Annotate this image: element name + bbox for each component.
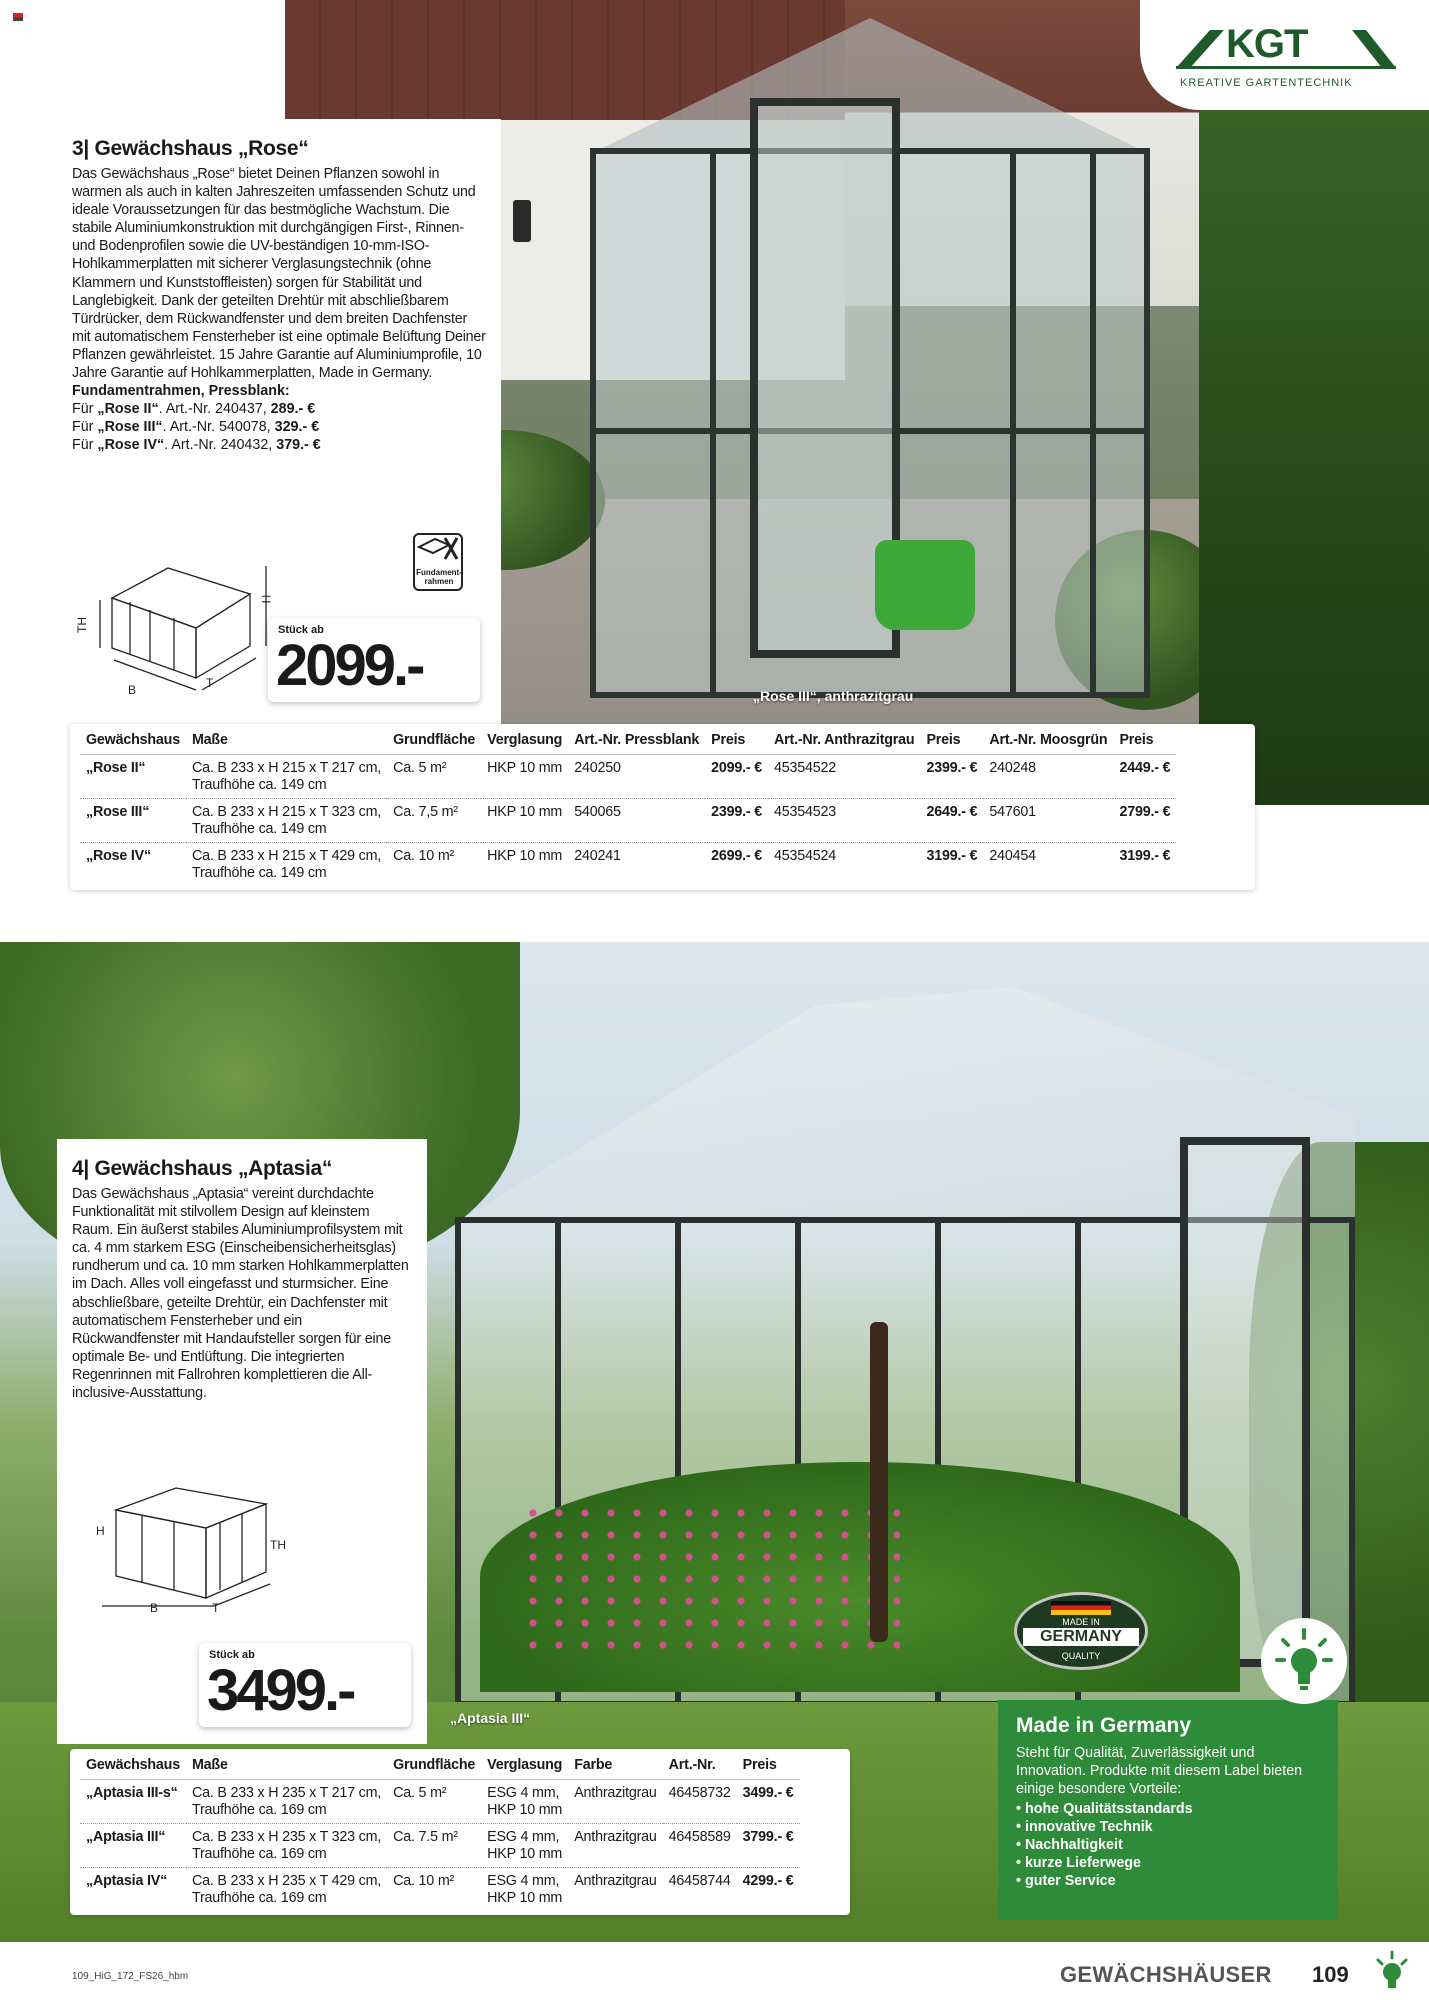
- price-prefix: Stück ab: [278, 624, 324, 636]
- diagram-label-t: T: [206, 676, 214, 690]
- photo-caption: „Rose III“, anthrazitgrau: [753, 688, 914, 704]
- diagram-label-b: B: [128, 683, 137, 697]
- brand-logo: [1140, 0, 1429, 110]
- list-item: • kurze Lieferwege: [1016, 1854, 1320, 1872]
- diagram-label-h: H: [96, 1524, 105, 1538]
- product-description: Das Gewächshaus „Rose“ bietet Deinen Pflanzen sowohl in warmen als auch in kalten Jahreszeiten umfassenden Schutz und ideale Voraussetzungen für das bestmögliche Wachstum. Die stabile Aluminiumkonstruktion mit durchgängigen First-, Rinnen- und Bodenprofilen sowie die UV-beständigen 10-mm-ISO-Hohlkammerplatten mit sicherer Verglasungstechnik (ohne Klammern und Kunststoffleisten) sorgen für Stabilität und Langlebigkeit. Dank der geteilten Drehtür mit abschließbarem Türdrücker, dem Rückwandfenster und dem breiten Dachfenster mit automatischem Fensterheber ist eine optimale Belüftung Deiner Pflanzen gewährleistet. 15 Jahre Garantie auf Aluminiumprofile, 10 Jahre Garantie auf Hohlkammerplatten, Made in Germany.: [72, 166, 486, 382]
- lightbulb-icon: [1372, 1950, 1412, 1994]
- benefit-list: [1016, 1800, 1320, 1890]
- price-tag-aptasia: [199, 1643, 411, 1727]
- table-row: „Rose IV“ Ca. B 233 x H 215 x T 429 cm, Traufhöhe ca. 149 cm Ca. 10 m² HKP 10 mm 240241 2699.- € 45354524 3199.- € 240454 3199.- €: [86, 848, 1171, 881]
- rose-dimension-diagram: [70, 560, 300, 700]
- diagram-label-b: B: [150, 1601, 159, 1615]
- flag-mark: [13, 13, 23, 21]
- flowers: [520, 1502, 900, 1662]
- diagram-label-th: TH: [75, 617, 89, 633]
- list-item: • guter Service: [1016, 1872, 1320, 1890]
- photo-caption: „Aptasia III“: [450, 1710, 531, 1726]
- aptasia-price-table: [70, 1749, 850, 1915]
- table-row: „Rose II“ Ca. B 233 x H 215 x T 217 cm, Traufhöhe ca. 149 cm Ca. 5 m² HKP 10 mm 240250 2099.- € 45354522 2399.- € 240248 2449.- €: [80, 755, 1176, 799]
- foundation-icon-label: Fundament-rahmen: [416, 568, 462, 586]
- diagram-label-h: H: [259, 594, 274, 604]
- price-tag-rose: [268, 618, 480, 702]
- lightbulb-icon: [1261, 1618, 1347, 1704]
- spade: [870, 1322, 888, 1642]
- table-row: „Aptasia IV“ Ca. B 233 x H 235 x T 429 cm, Traufhöhe ca. 169 cm Ca. 10 m² ESG 4 mm, HKP 10 mm Anthrazitgrau 46458744 4299.- €: [86, 1873, 794, 1906]
- price-value: 2099.-: [276, 633, 423, 698]
- diagram-label-th: TH: [270, 1538, 286, 1552]
- product-title: 3| Gewächshaus „Rose“: [72, 137, 309, 160]
- logo-tagline: KREATIVE GARTENTECHNIK: [1180, 77, 1353, 89]
- foundation-line: Für „Rose II“. Art.-Nr. 240437, 289.- €: [72, 401, 316, 418]
- tree: [1199, 0, 1429, 805]
- foundation-line: Für „Rose III“. Art.-Nr. 540078, 329.- €: [72, 419, 320, 436]
- page-number: 109: [1312, 1962, 1349, 1987]
- germany-flag-icon: [1051, 1601, 1111, 1615]
- price-value: 3499.-: [207, 1658, 354, 1723]
- foundation-title: Fundamentrahmen, Pressblank:: [72, 383, 290, 400]
- watering-can: [875, 540, 975, 630]
- logo-wordmark: KGT: [1226, 22, 1308, 66]
- table-row: „Aptasia III-s“ Ca. B 233 x H 235 x T 217 cm, Traufhöhe ca. 169 cm Ca. 5 m² ESG 4 mm, HKP 10 mm Anthrazitgrau 46458732 3499.- €: [80, 1780, 800, 1824]
- footer-code: 109_HiG_172_FS26_hbm: [72, 1971, 189, 1982]
- box-text: Steht für Qualität, Zuverlässigkeit und Innovation. Produkte mit diesem Label bieten einige besondere Vorteile:: [1016, 1745, 1303, 1797]
- price-prefix: Stück ab: [209, 1649, 255, 1661]
- product-title: 4| Gewächshaus „Aptasia“: [72, 1157, 333, 1180]
- product-description: Das Gewächshaus „Aptasia“ vereint durchdachte Funktionalität mit stilvollem Design auf kleinstem Raum. Ein äußerst stabiles Aluminiumprofilsystem mit ca. 4 mm starkem ESG (Einscheibensicherheitsglas) rundherum und ca. 10 mm starken Hohlkammerplatten im Dach. Alles voll eingefasst und sturmsicher. Eine abschließbare, geteilte Drehtür, ein Dachfenster mit automatischem Fensterheber und ein Rückwandfenster mit Handaufsteller sorgen für eine optimale Be- und Entlüftung. Die integrierten Regenrinnen mit Fallrohren komplettieren die All-inclusive-Ausstattung.: [72, 1186, 409, 1402]
- list-item: • hohe Qualitätsstandards: [1016, 1800, 1320, 1818]
- list-item: • innovative Technik: [1016, 1818, 1320, 1836]
- made-in-germany-box: [998, 1700, 1338, 1920]
- aptasia-dimension-diagram: [96, 1480, 296, 1620]
- made-in-germany-seal: MADE IN GERMANY QUALITY: [1014, 1592, 1148, 1670]
- foundation-line: Für „Rose IV“. Art.-Nr. 240432, 379.- €: [72, 437, 321, 454]
- table-header-row: Gewächshaus Maße Grundfläche Verglasung Art.-Nr. Pressblank Preis Art.-Nr. Anthrazitgrau Preis Art.-Nr. Moosgrün Preis: [80, 728, 1176, 755]
- list-item: • Nachhaltigkeit: [1016, 1836, 1320, 1854]
- table-header-row: Gewächshaus Maße Grundfläche Verglasung Farbe Art.-Nr. Preis: [80, 1753, 800, 1780]
- greenhouse-rose: [590, 18, 1150, 698]
- wall-lamp: [513, 200, 531, 242]
- footer-category: GEWÄCHSHÄUSER: [1060, 1962, 1272, 1987]
- box-title: Made in Germany: [1016, 1714, 1192, 1737]
- rose-price-table: [70, 724, 1255, 890]
- diagram-label-t: T: [212, 1601, 220, 1615]
- table-row: „Rose III“ Ca. B 233 x H 215 x T 323 cm, Traufhöhe ca. 149 cm Ca. 7,5 m² HKP 10 mm 540065 2399.- € 45354523 2649.- € 547601 2799.- €: [80, 799, 1176, 843]
- table-row: „Aptasia III“ Ca. B 233 x H 235 x T 323 cm, Traufhöhe ca. 169 cm Ca. 7.5 m² ESG 4 mm, HKP 10 mm Anthrazitgrau 46458589 3799.- €: [80, 1824, 800, 1868]
